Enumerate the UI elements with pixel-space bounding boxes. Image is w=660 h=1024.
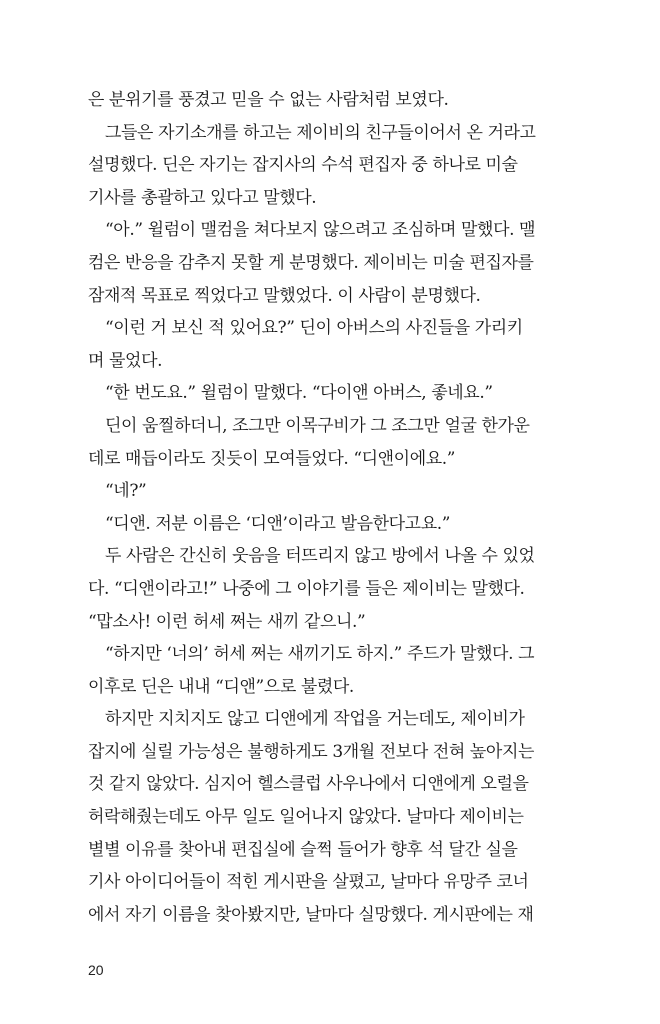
text-line: 별별 이유를 찾아내 편집실에 슬쩍 들어가 향후 석 달간 실을 [88, 839, 518, 860]
text-line: 설명했다. 딘은 자기는 잡지사의 수석 편집자 중 하나로 미술 [88, 155, 518, 176]
text-line: “이런 거 보신 적 있어요?” 딘이 아버스의 사진들을 가리키 [105, 318, 523, 339]
text-line: 하지만 지치지도 않고 디앤에게 작업을 거는데도, 제이비가 [105, 709, 525, 730]
text-line: “한 번도요.” 윌럼이 말했다. “다이앤 아버스, 좋네요.” [105, 383, 493, 404]
text-line: 에서 자기 이름을 찾아봤지만, 날마다 실망했다. 게시판에는 재 [88, 904, 534, 925]
text-line: 컴은 반응을 감추지 못할 게 분명했다. 제이비는 미술 편집자를 [88, 252, 534, 273]
text-line: “아.” 윌럼이 맬컴을 쳐다보지 않으려고 조심하며 말했다. 맬 [105, 220, 536, 241]
page-number: 20 [88, 962, 104, 978]
text-line: 기사를 총괄하고 있다고 말했다. [88, 187, 317, 208]
text-line: 것 같지 않았다. 심지어 헬스클럽 사우나에서 디앤에게 오럴을 [88, 774, 529, 795]
text-line: “맙소사! 이런 허세 쩌는 새끼 같으니.” [88, 611, 366, 632]
text-line: 잡지에 실릴 가능성은 불행하게도 3개월 전보다 전혀 높아지는 [88, 741, 534, 762]
text-line: 두 사람은 간신히 웃음을 터뜨리지 않고 방에서 나올 수 있었 [105, 546, 535, 567]
text-line: 허락해줬는데도 아무 일도 일어나지 않았다. 날마다 제이비는 [88, 807, 524, 828]
text-line: “네?” [105, 481, 147, 502]
body-text [88, 84, 570, 931]
text-line: 며 물었다. [88, 350, 163, 371]
text-line: 은 분위기를 풍겼고 믿을 수 없는 사람처럼 보였다. [88, 90, 449, 110]
text-line: 잠재적 목표로 찍었다고 말했었다. 이 사람이 분명했다. [88, 285, 481, 306]
text-line: 딘이 움찔하더니, 조그만 이목구비가 그 조그만 얼굴 한가운 [105, 415, 530, 436]
text-line: 기사 아이디어들이 적힌 게시판을 살폈고, 날마다 유망주 코너 [88, 872, 529, 893]
text-line: “하지만 ‘너의’ 허세 쩌는 새끼기도 하지.” 주드가 말했다. 그 [105, 644, 535, 665]
text-line: 그들은 자기소개를 하고는 제이비의 친구들이어서 온 거라고 [105, 122, 536, 143]
text-line: 데로 매듭이라도 짓듯이 모여들었다. “디앤이에요.” [88, 448, 456, 469]
text-line: 다. “디앤이라고!” 나중에 그 이야기를 들은 제이비는 말했다. [88, 578, 525, 599]
text-line: “디앤. 저분 이름은 ‘디앤’이라고 발음한다고요.” [105, 513, 451, 534]
text-line: 이후로 딘은 내내 “디앤”으로 불렸다. [88, 676, 354, 697]
